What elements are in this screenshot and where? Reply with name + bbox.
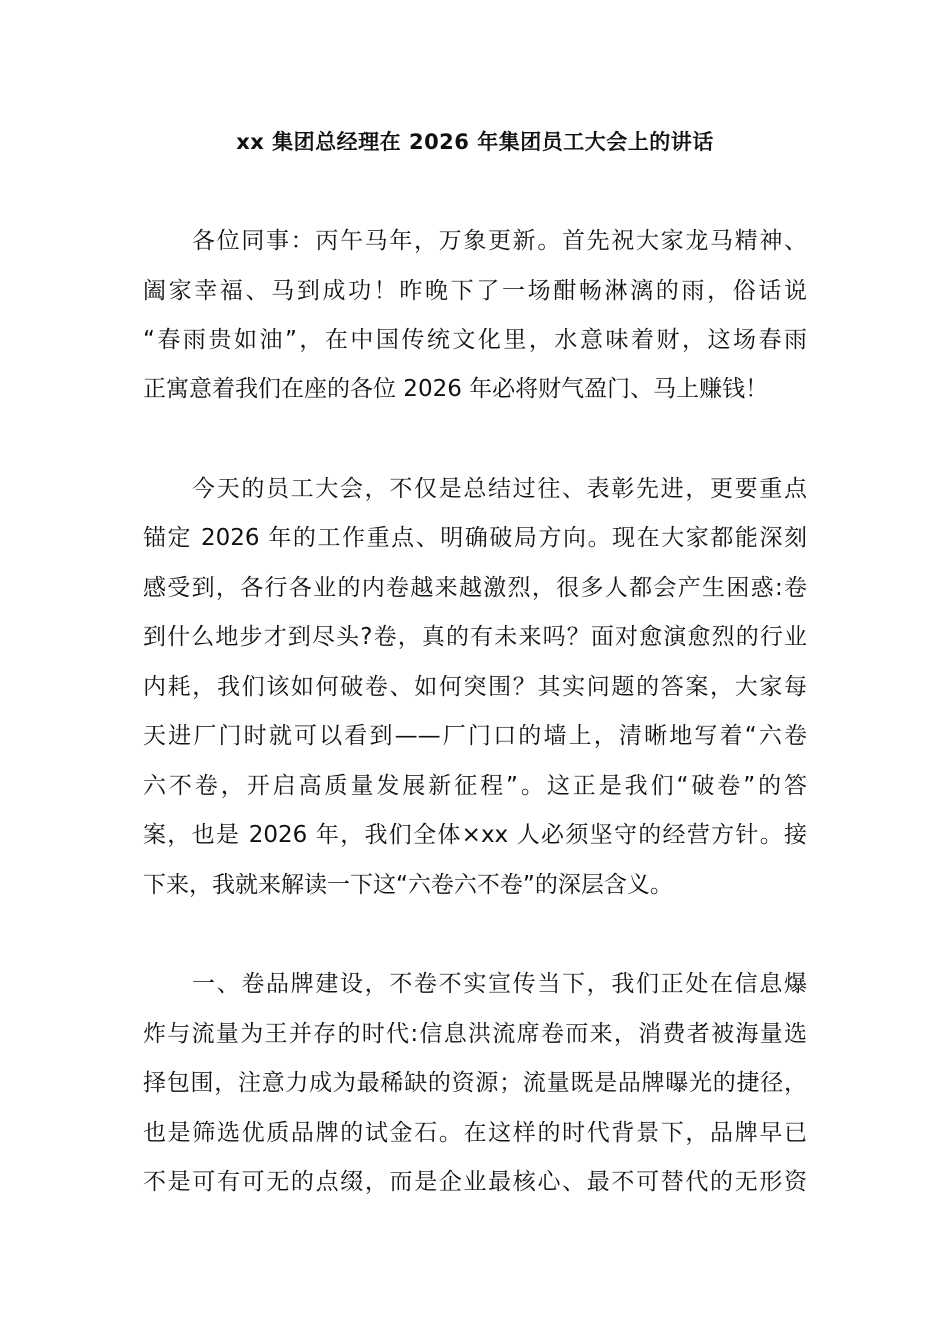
paragraph-line: 下来，我就来解读一下这“六卷六不卷”的深层含义。 [143, 872, 673, 898]
paragraph-line: 炸与流量为王并存的时代:信息洪流席卷而来，消费者被海量选 [143, 1021, 807, 1047]
paragraph-line: 各位同事：丙午马年，万象更新。首先祝大家龙马精神、 [192, 228, 807, 254]
paragraph-line: 到什么地步才到尽头?卷，真的有未来吗？面对愈演愈烈的行业 [143, 624, 807, 650]
paragraph-line: 也是筛选优质品牌的试金石。在这样的时代背景下，品牌早已 [143, 1120, 807, 1146]
paragraph-line: 感受到，各行各业的内卷越来越激烈，很多人都会产生困惑:卷 [143, 575, 807, 601]
paragraph-line: 一、卷品牌建设，不卷不实宣传当下，我们正处在信息爆 [192, 971, 807, 997]
document-title: xx 集团总经理在 2026 年集团员工大会上的讲话 [236, 130, 714, 154]
paragraph-line: 锚定 2026 年的工作重点、明确破局方向。现在大家都能深刻 [143, 525, 807, 551]
paragraph-line: 择包围，注意力成为最稀缺的资源；流量既是品牌曝光的捷径， [143, 1070, 807, 1096]
paragraph-line: 阖家幸福、马到成功！昨晚下了一场酣畅淋漓的雨，俗话说 [143, 278, 807, 304]
paragraph-line: 不是可有可无的点缀，而是企业最核心、最不可替代的无形资 [143, 1169, 807, 1195]
paragraph-line: 案，也是 2026 年，我们全体×xx 人必须坚守的经营方针。接 [143, 822, 807, 848]
paragraph-line: 六不卷，开启高质量发展新征程”。这正是我们“破卷”的答 [143, 773, 807, 799]
paragraph-line: “春雨贵如油”，在中国传统文化里，水意味着财，这场春雨 [143, 327, 807, 353]
paragraph-line: 内耗，我们该如何破卷、如何突围？其实问题的答案，大家每 [143, 674, 807, 700]
paragraph-line: 今天的员工大会，不仅是总结过往、表彰先进，更要重点 [192, 476, 807, 502]
paragraph-line: 天进厂门时就可以看到——厂门口的墙上，清晰地写着“六卷 [143, 723, 807, 749]
paragraph-line: 正寓意着我们在座的各位 2026 年必将财气盈门、马上赚钱！ [143, 376, 769, 402]
